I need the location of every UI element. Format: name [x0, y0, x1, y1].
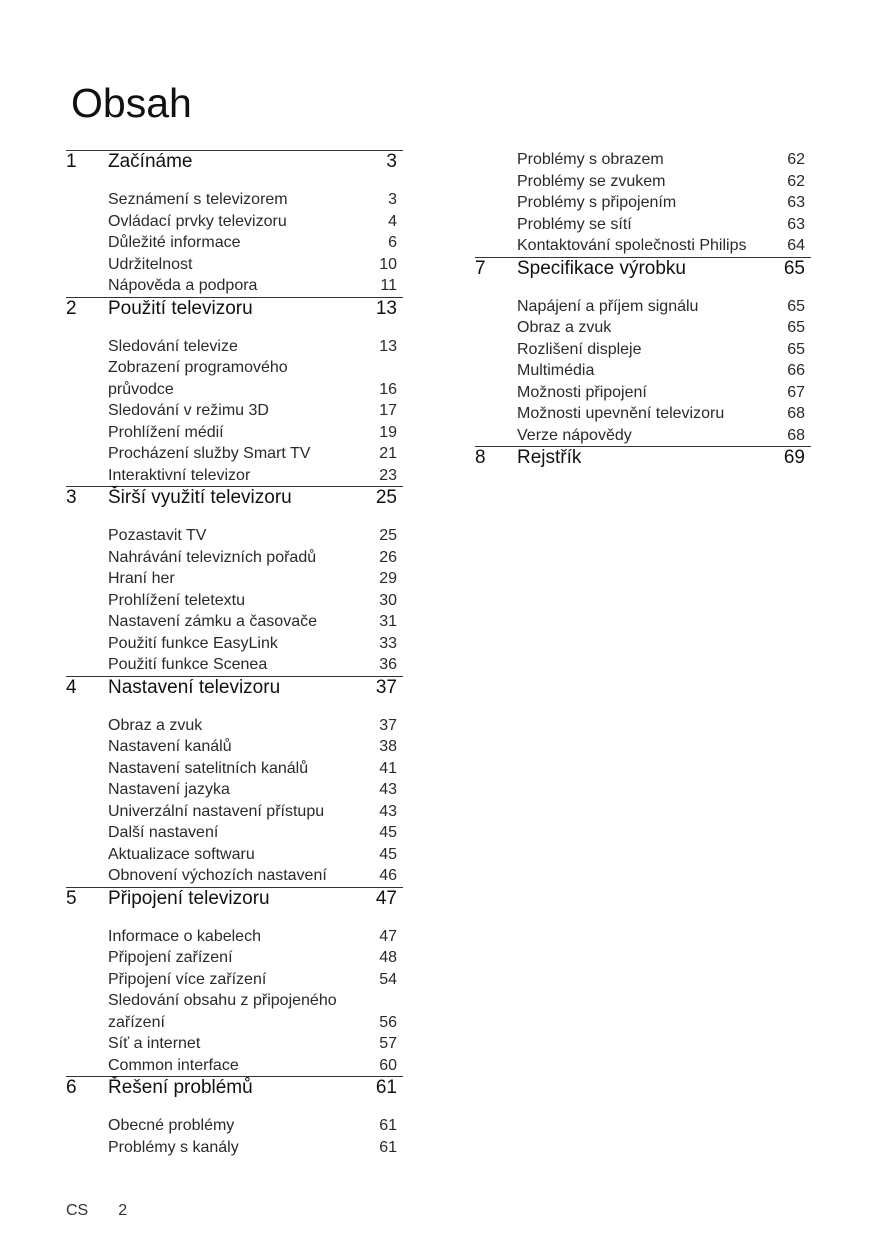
toc-item[interactable] — [66, 400, 403, 422]
toc-item-page: 23 — [379, 466, 397, 484]
toc-item-page: 13 — [379, 337, 397, 355]
toc-item-title: Nápověda a podpora — [108, 277, 258, 294]
toc-item-title: Problémy s obrazem — [517, 151, 664, 168]
section-page: 47 — [375, 887, 397, 909]
toc-item-page: 16 — [379, 380, 397, 398]
toc-item[interactable] — [66, 357, 403, 400]
toc-item-title: Sledování v režimu 3D — [108, 402, 269, 419]
toc-item-title: Připojení více zařízení — [108, 970, 267, 988]
toc-section-heading[interactable] — [66, 151, 403, 173]
toc-item-page: 68 — [787, 426, 805, 444]
toc-item[interactable] — [475, 425, 811, 447]
toc-item-title: Multimédia — [517, 362, 595, 379]
toc-item-title: Nahrávání televizních pořadů — [108, 548, 317, 566]
toc-item-page: 47 — [379, 927, 397, 945]
toc-item-title: Pozastavit TV — [108, 527, 207, 544]
toc-item[interactable] — [66, 422, 403, 444]
page-title: Obsah — [71, 80, 192, 127]
toc-item[interactable] — [66, 275, 403, 297]
toc-item-title: Problémy s připojením — [517, 194, 677, 211]
toc-item-page: 45 — [379, 824, 397, 841]
toc-item-page: 11 — [380, 277, 397, 294]
section-number: 7 — [475, 257, 486, 279]
toc-item-title: Nastavení jazyka — [108, 781, 230, 798]
toc-item-title: Hraní her — [108, 570, 175, 587]
toc-item[interactable] — [66, 947, 403, 969]
toc-section-heading[interactable] — [66, 888, 403, 910]
toc-item-page: 19 — [379, 423, 397, 441]
toc-item[interactable] — [66, 633, 403, 655]
toc-item[interactable] — [66, 926, 403, 948]
toc-item-title: Prohlížení médií — [108, 423, 224, 441]
toc-item-page: 21 — [379, 445, 397, 462]
toc-item-page: 65 — [787, 297, 805, 315]
toc-item-title: Nastavení kanálů — [108, 738, 232, 755]
toc-item-title: Obraz a zvuk — [517, 319, 612, 336]
section-page: 13 — [375, 297, 397, 319]
toc-item-title: Obraz a zvuk — [108, 716, 203, 734]
toc-column-left — [66, 150, 403, 1158]
toc-item-title: Možnosti připojení — [517, 383, 647, 401]
toc-item-page: 26 — [379, 548, 397, 566]
section-number: 5 — [66, 887, 77, 909]
toc-item-page: 10 — [379, 255, 397, 273]
toc-item-page: 68 — [787, 405, 805, 422]
toc-item[interactable] — [66, 1055, 403, 1077]
section-title: Rejstřík — [517, 447, 582, 468]
toc-item-title: Seznámení s televizorem — [108, 191, 288, 208]
toc-item-page: 56 — [379, 1013, 397, 1031]
toc-item[interactable] — [66, 568, 403, 590]
toc-item[interactable] — [66, 844, 403, 866]
toc-item[interactable] — [66, 254, 403, 276]
toc-item-title: Problémy s kanály — [108, 1138, 239, 1156]
toc-item-page: 17 — [379, 402, 397, 419]
toc-section — [66, 486, 403, 676]
section-number: 6 — [66, 1077, 77, 1098]
section-number: 2 — [66, 297, 77, 319]
toc-item-page: 65 — [787, 340, 805, 358]
toc-item[interactable] — [66, 590, 403, 612]
toc-item-title: Nastavení satelitních kanálů — [108, 759, 309, 777]
toc-item[interactable] — [66, 779, 403, 801]
toc-item[interactable] — [475, 317, 811, 339]
language-code: CS — [66, 1202, 89, 1219]
toc-item[interactable] — [66, 969, 403, 991]
toc-item[interactable] — [475, 403, 811, 425]
section-title: Řešení problémů — [108, 1077, 253, 1098]
toc-item-page: 30 — [379, 591, 397, 609]
toc-item-page: 63 — [787, 194, 805, 211]
toc-section — [475, 446, 811, 469]
toc-section — [66, 1076, 403, 1158]
section-page: 65 — [783, 257, 805, 279]
toc-item-list — [66, 525, 403, 676]
toc-item[interactable] — [475, 192, 811, 214]
toc-section — [66, 676, 403, 887]
toc-item-title: Udržitelnost — [108, 255, 193, 273]
toc-item-page: 57 — [379, 1035, 397, 1052]
toc-item-page: 43 — [379, 781, 397, 798]
section-title: Začínáme — [108, 151, 193, 172]
toc-item-page: 38 — [379, 738, 397, 755]
toc-item[interactable] — [475, 149, 811, 171]
toc-item-list — [66, 189, 403, 297]
toc-item-title: Interaktivní televizor — [108, 466, 251, 484]
section-title: Širší využití televizoru — [108, 487, 292, 508]
toc-item[interactable] — [475, 214, 811, 236]
toc-item-title: Sledování obsahu z připojeného zařízení — [108, 992, 337, 1031]
toc-item[interactable] — [66, 736, 403, 758]
toc-item-page: 54 — [379, 970, 397, 988]
toc-item[interactable] — [66, 1137, 403, 1159]
toc-item-page: 25 — [379, 527, 397, 544]
toc-item[interactable] — [66, 1033, 403, 1055]
toc-item[interactable] — [475, 171, 811, 193]
toc-section — [66, 150, 403, 297]
toc-item-title: Obecné problémy — [108, 1117, 235, 1134]
toc-item[interactable] — [66, 801, 403, 823]
toc-item[interactable] — [66, 758, 403, 780]
toc-item[interactable] — [66, 990, 403, 1033]
toc-item-page: 62 — [787, 172, 805, 190]
toc-item[interactable] — [66, 547, 403, 569]
toc-item-page: 65 — [787, 319, 805, 336]
toc-item-title: Připojení zařízení — [108, 949, 233, 966]
toc-item-title: Problémy se zvukem — [517, 172, 666, 190]
toc-item-title: Verze nápovědy — [517, 426, 632, 444]
toc-item-page: 33 — [379, 634, 397, 652]
toc-item-title: Použití funkce Scenea — [108, 656, 268, 673]
section-number: 4 — [66, 676, 77, 698]
toc-section-heading[interactable] — [475, 258, 811, 280]
toc-item-list — [66, 336, 403, 487]
section-page: 61 — [375, 1077, 397, 1098]
toc-item-title: Obnovení výchozích nastavení — [108, 867, 327, 884]
toc-item-title: Možnosti upevnění televizoru — [517, 405, 725, 422]
toc-item-page: 61 — [379, 1117, 397, 1134]
toc-item-page: 29 — [379, 570, 397, 587]
toc-item-page: 61 — [379, 1138, 397, 1156]
toc-item-list — [66, 926, 403, 1077]
toc-item-title: Rozlišení displeje — [517, 340, 642, 358]
toc-section — [66, 887, 403, 1077]
toc-section — [475, 257, 811, 447]
toc-item[interactable] — [66, 189, 403, 211]
toc-section-heading[interactable] — [66, 298, 403, 320]
toc-item[interactable] — [66, 336, 403, 358]
section-page: 25 — [375, 487, 397, 508]
toc-item[interactable] — [475, 235, 811, 257]
toc-item-title: Prohlížení teletextu — [108, 591, 245, 609]
section-page: 37 — [375, 676, 397, 698]
section-title: Nastavení televizoru — [108, 676, 281, 698]
section-page: 69 — [783, 447, 805, 468]
toc-item-page: 48 — [379, 949, 397, 966]
toc-item-page: 60 — [379, 1056, 397, 1074]
toc-item[interactable] — [66, 654, 403, 676]
toc-item[interactable] — [475, 360, 811, 382]
toc-section-heading[interactable] — [66, 1077, 403, 1099]
section-number: 8 — [475, 447, 486, 468]
toc-item-title: Zobrazení programového průvodce — [108, 359, 288, 398]
toc-item-page: 36 — [379, 656, 397, 673]
toc-item-title: Důležité informace — [108, 234, 241, 251]
toc-item[interactable] — [66, 865, 403, 887]
toc-item[interactable] — [66, 822, 403, 844]
toc-item-title: Nastavení zámku a časovače — [108, 613, 317, 630]
toc-item[interactable] — [66, 232, 403, 254]
toc-item-title: Napájení a příjem signálu — [517, 297, 699, 315]
toc-item-list — [475, 149, 811, 257]
toc-column-right — [475, 149, 811, 469]
section-number: 1 — [66, 151, 77, 172]
toc-item[interactable] — [475, 382, 811, 404]
toc-item-page: 64 — [787, 237, 805, 254]
toc-section-heading[interactable] — [66, 487, 403, 509]
toc-item[interactable] — [475, 339, 811, 361]
section-title: Specifikace výrobku — [517, 257, 686, 279]
toc-item-page: 43 — [379, 802, 397, 820]
toc-item-title: Aktualizace softwaru — [108, 845, 255, 863]
toc-item[interactable] — [66, 465, 403, 487]
toc-item-page: 31 — [379, 613, 397, 630]
toc-item-list — [475, 296, 811, 447]
toc-item-title: Procházení služby Smart TV — [108, 445, 311, 462]
toc-item-page: 67 — [787, 383, 805, 401]
page-footer — [66, 1201, 157, 1221]
toc-item[interactable] — [66, 443, 403, 465]
toc-item-list — [66, 715, 403, 887]
toc-item-page: 66 — [787, 362, 805, 379]
section-number: 3 — [66, 487, 77, 508]
toc-item-page: 4 — [388, 212, 397, 230]
toc-item[interactable] — [66, 1115, 403, 1137]
toc-item-title: Použití funkce EasyLink — [108, 634, 278, 652]
toc-item-title: Síť a internet — [108, 1035, 201, 1052]
toc-item-title: Problémy se sítí — [517, 215, 632, 233]
toc-section-heading[interactable] — [66, 677, 403, 699]
toc-item[interactable] — [66, 611, 403, 633]
toc-item[interactable] — [66, 211, 403, 233]
toc-item-title: Další nastavení — [108, 824, 219, 841]
toc-item-page: 3 — [388, 191, 397, 208]
toc-item-page: 37 — [379, 716, 397, 734]
section-title: Použití televizoru — [108, 297, 253, 319]
toc-item[interactable] — [475, 296, 811, 318]
toc-item-title: Sledování televize — [108, 337, 238, 355]
toc-item-page: 45 — [379, 845, 397, 863]
page-number: 2 — [118, 1202, 128, 1219]
toc-section-heading[interactable] — [475, 447, 811, 469]
toc-item-title: Univerzální nastavení přístupu — [108, 802, 325, 820]
toc-item[interactable] — [66, 715, 403, 737]
toc-item-list — [66, 1115, 403, 1158]
toc-item-title: Informace o kabelech — [108, 927, 261, 945]
toc-item-title: Ovládací prvky televizoru — [108, 212, 287, 230]
section-title: Připojení televizoru — [108, 887, 270, 909]
toc-item-title: Common interface — [108, 1056, 239, 1074]
toc-item-page: 6 — [388, 234, 397, 251]
toc-item-page: 62 — [787, 151, 805, 168]
toc-item-page: 63 — [787, 215, 805, 233]
toc-item-title: Kontaktování společnosti Philips — [517, 237, 747, 254]
toc-item-page: 41 — [379, 759, 397, 777]
toc-item-page: 46 — [379, 867, 397, 884]
toc-section — [66, 297, 403, 487]
toc-item[interactable] — [66, 525, 403, 547]
section-page: 3 — [386, 151, 397, 172]
